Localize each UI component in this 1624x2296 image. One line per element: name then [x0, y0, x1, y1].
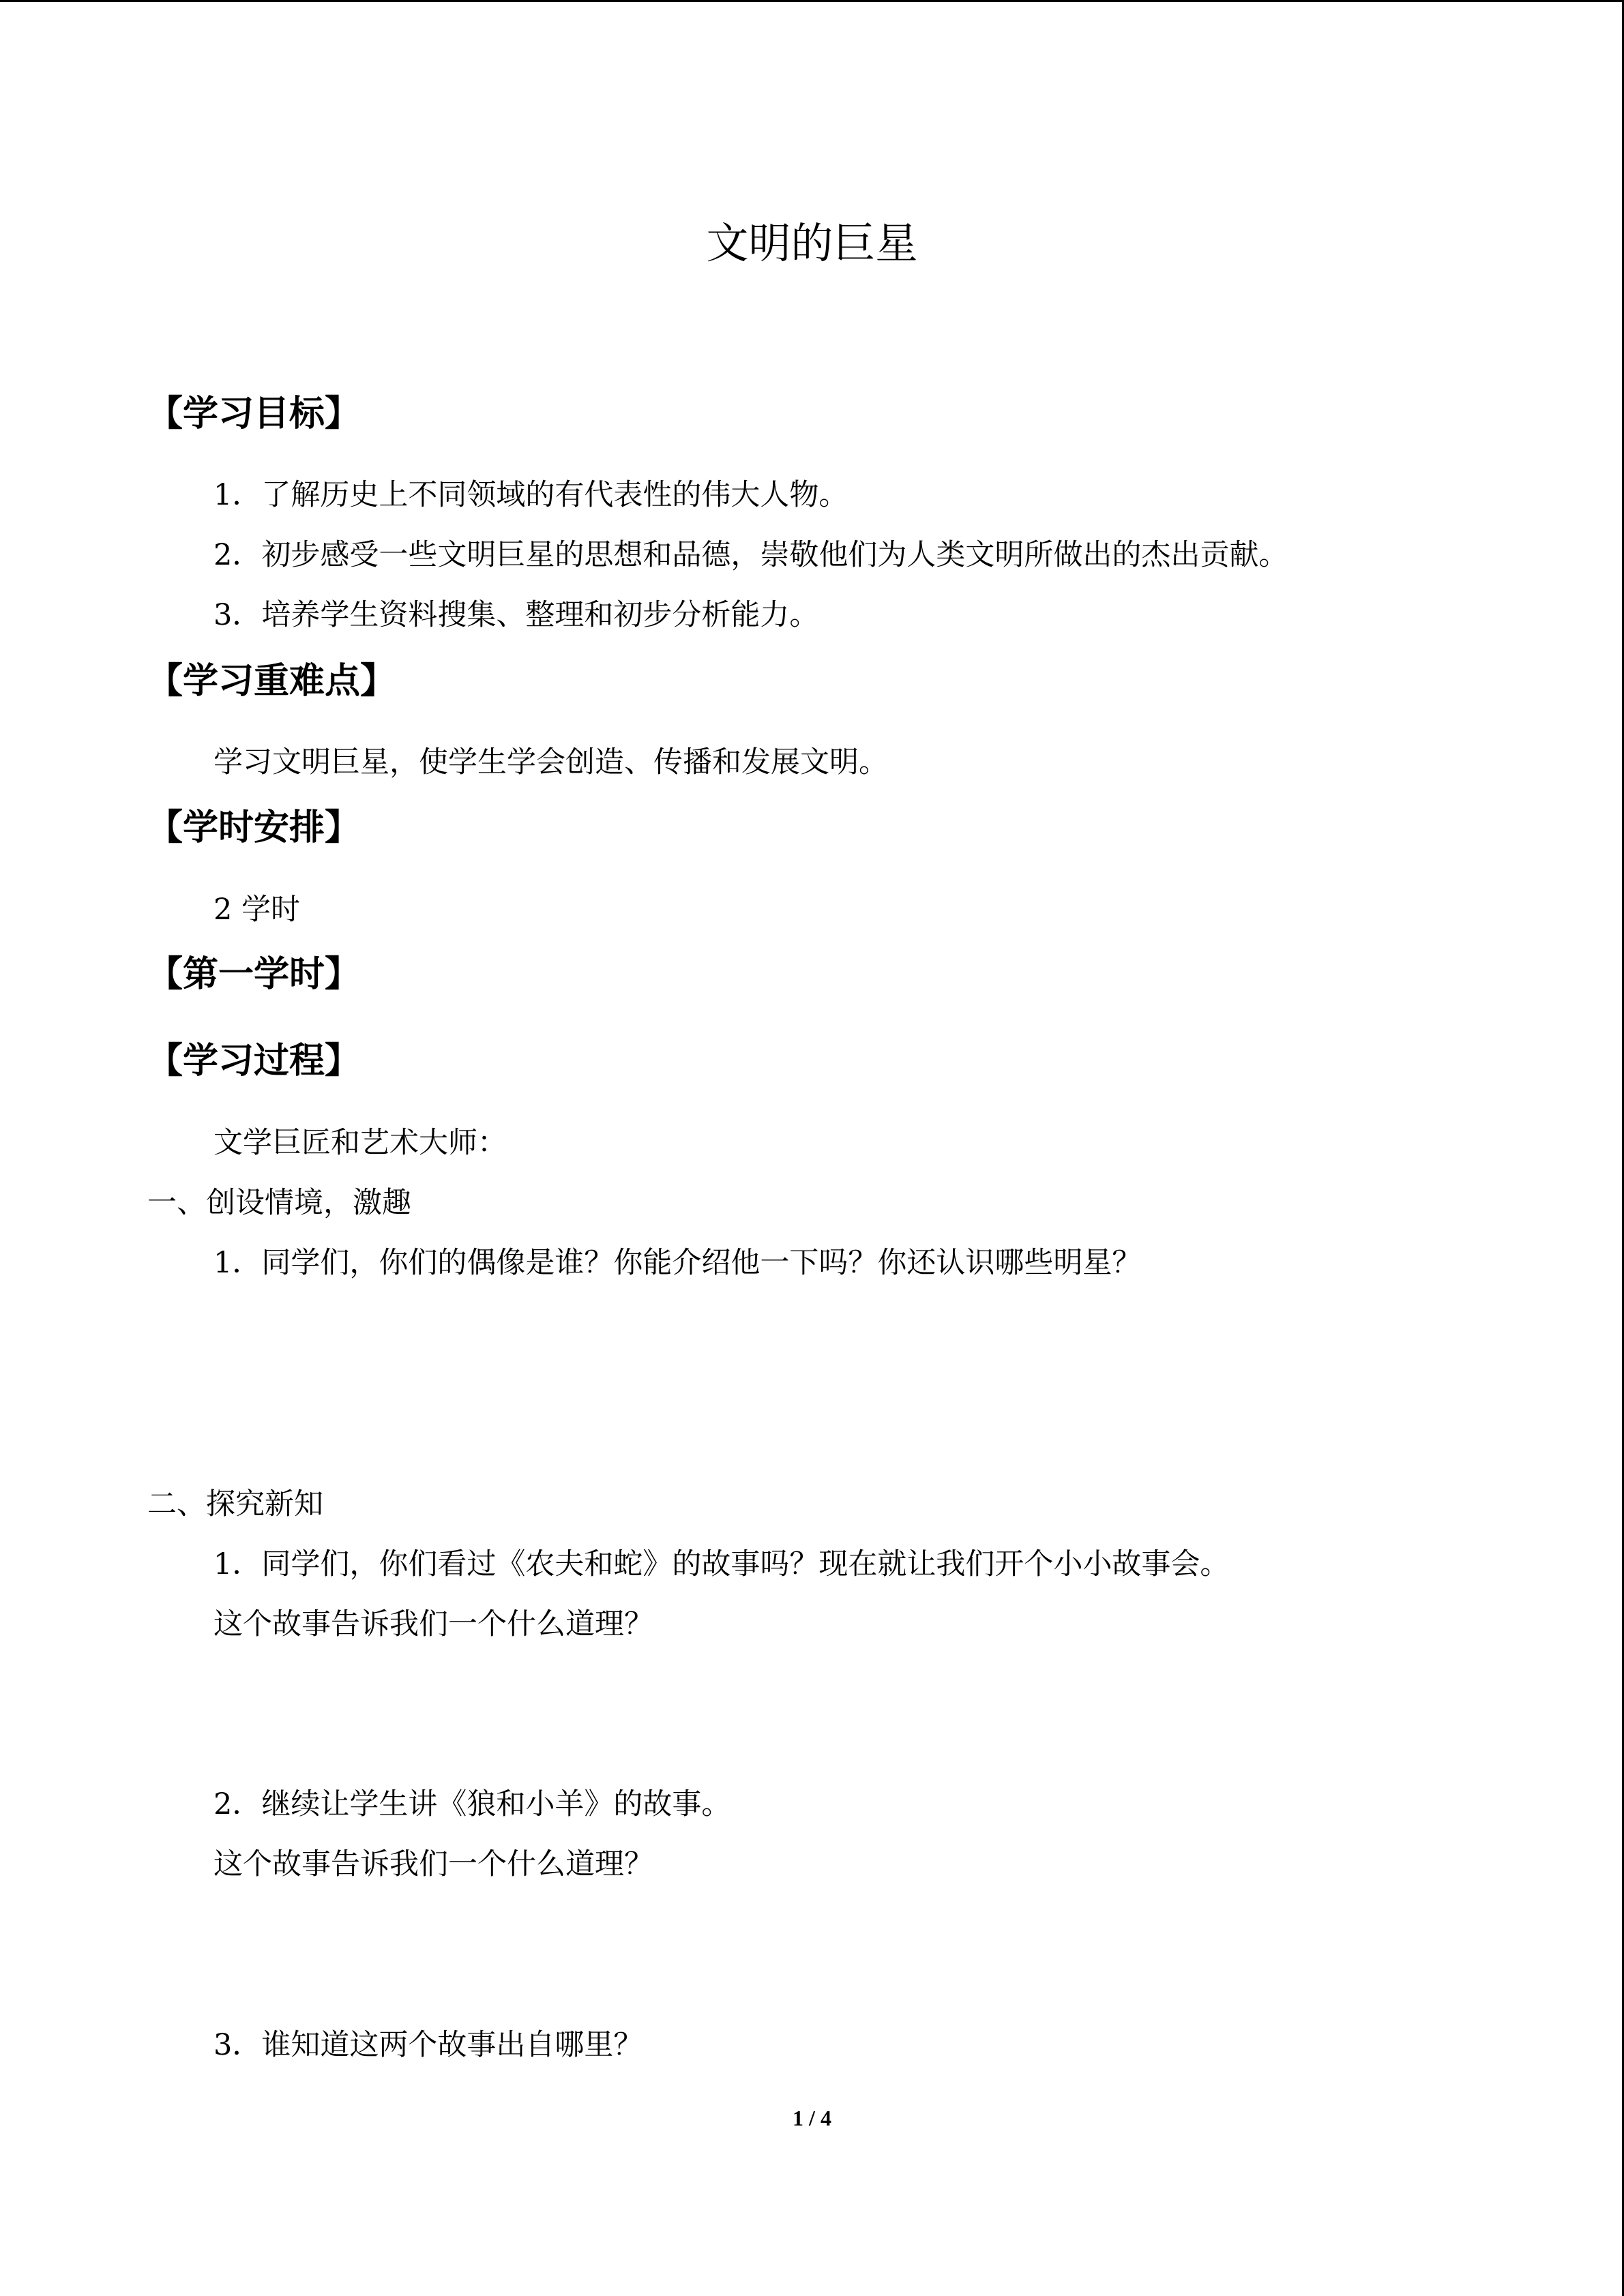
- part-one-heading: 一、创设情境，激趣: [147, 1186, 411, 1220]
- objective-item-1: 1．了解历史上不同领域的有代表性的伟大人物。: [213, 478, 848, 512]
- part-one-question-1: 1．同学们，你们的偶像是谁？你能介绍他一下吗？你还认识哪些明星？: [213, 1246, 1142, 1280]
- process-intro: 文学巨匠和艺术大师：: [213, 1126, 507, 1160]
- part-two-heading: 二、探究新知: [147, 1487, 323, 1521]
- objective-item-2: 2．初步感受一些文明巨星的思想和品德，崇敬他们为人类文明所做出的杰出贡献。: [213, 538, 1288, 572]
- process-heading: 【学习过程】: [147, 1041, 361, 1082]
- key-points-text: 学习文明巨星，使学生学会创造、传播和发展文明。: [213, 745, 888, 779]
- part-two-question-2-followup: 这个故事告诉我们一个什么道理？: [213, 1847, 653, 1881]
- page-indicator: 1 / 4: [793, 2106, 831, 2130]
- key-points-heading: 【学习重难点】: [147, 661, 396, 702]
- first-period-heading: 【第一学时】: [147, 954, 361, 995]
- part-two-question-2: 2．继续让学生讲《狼和小羊》的故事。: [213, 1787, 731, 1821]
- objectives-heading: 【学习目标】: [147, 393, 361, 434]
- objective-item-3: 3．培养学生资料搜集、整理和初步分析能力。: [213, 598, 819, 632]
- part-two-question-3: 3．谁知道这两个故事出自哪里？: [213, 2028, 643, 2062]
- schedule-text: 2 学时: [213, 893, 301, 927]
- document-title: 文明的巨星: [706, 218, 918, 268]
- schedule-heading: 【学时安排】: [147, 807, 361, 848]
- part-two-question-1-followup: 这个故事告诉我们一个什么道理？: [213, 1607, 653, 1641]
- part-two-question-1: 1．同学们，你们看过《农夫和蛇》的故事吗？现在就让我们开个小小故事会。: [213, 1547, 1230, 1581]
